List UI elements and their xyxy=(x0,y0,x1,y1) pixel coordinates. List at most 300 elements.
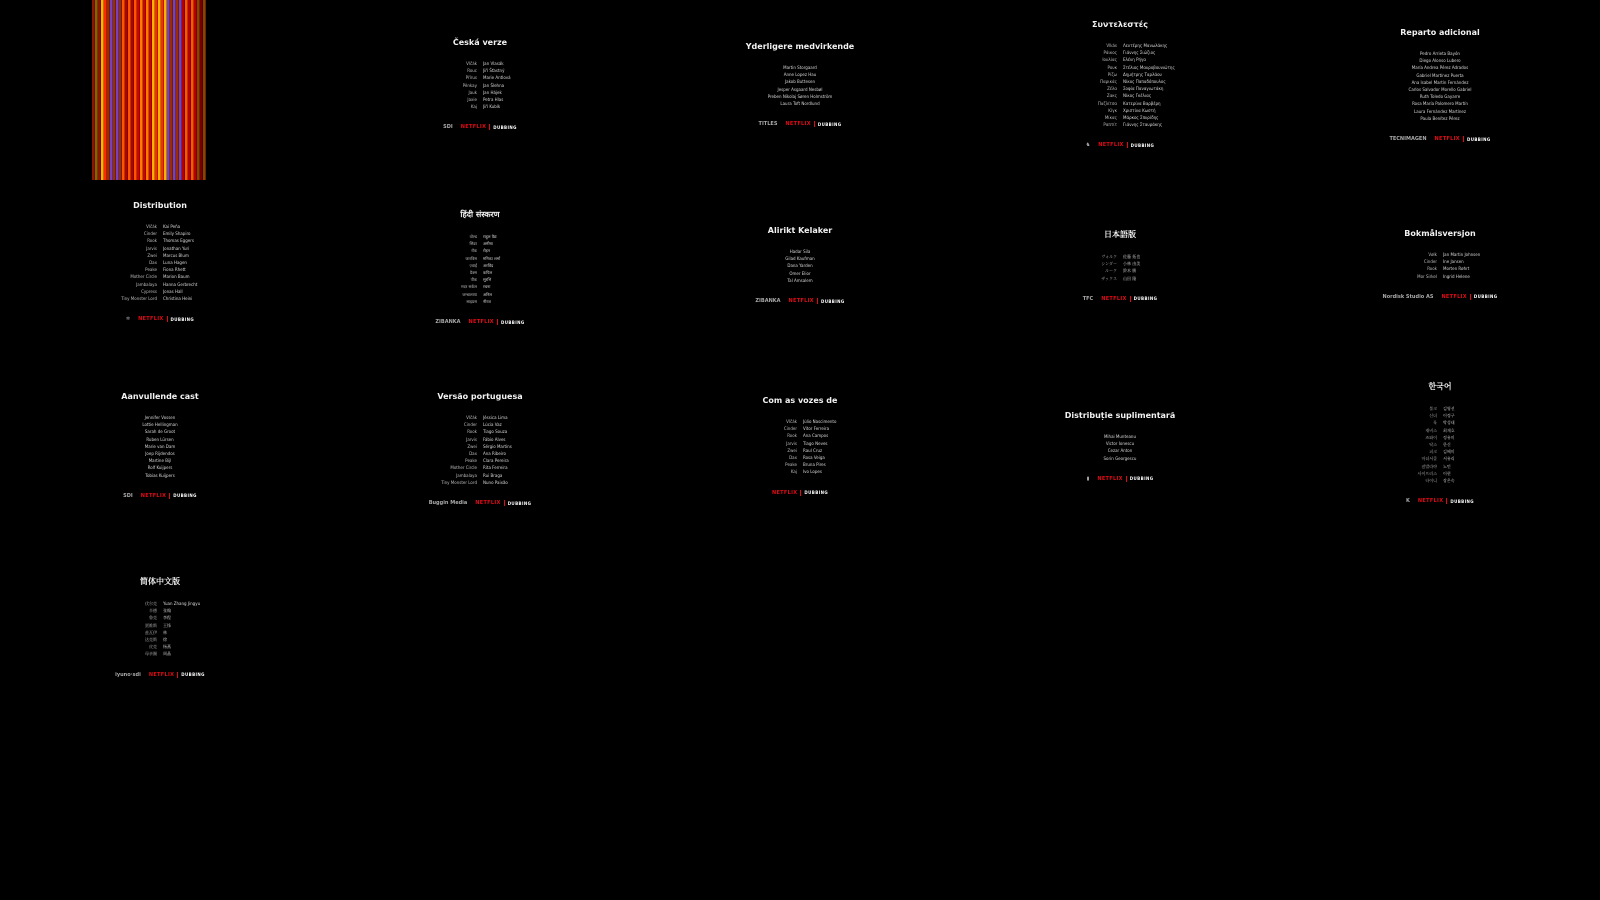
actor-name: Jennifer Vossen xyxy=(144,415,176,420)
credit-row xyxy=(399,443,561,450)
stripe xyxy=(158,0,161,180)
credit-row xyxy=(1359,273,1521,280)
credit-row xyxy=(1359,258,1521,265)
card-title: Bokmålsversjon xyxy=(1404,229,1476,238)
actor-name: सुरभि xyxy=(483,277,492,283)
actor-name: Hanna Gerbrecht xyxy=(163,281,198,287)
credit-lines xyxy=(1409,50,1472,122)
character-name: 母亲圈 xyxy=(145,651,157,657)
netflix-dubbing-logo xyxy=(461,124,517,130)
dubbing-logo: DUBBING xyxy=(500,319,525,325)
netflix-dubbing-logo xyxy=(1441,294,1497,300)
credit-row xyxy=(79,245,241,252)
character-name: Παζλίτσα xyxy=(1097,100,1117,106)
studio-logo: ZIBANKA xyxy=(435,319,461,326)
actor-name: 박성태 xyxy=(1443,420,1455,426)
character-name: Mother Circle xyxy=(450,465,477,471)
actor-name: Lottie Hellingman xyxy=(142,422,178,428)
character-name: पीक xyxy=(470,277,477,283)
actor-name: 최재호 xyxy=(1443,427,1455,433)
actor-name: Lúcia Vaz xyxy=(483,422,502,428)
actor-name: 鈴木 勝 xyxy=(1123,268,1137,274)
actor-name: Rosa Veiga xyxy=(803,455,825,461)
credit-row xyxy=(1039,121,1201,128)
studio-logo: ▮ xyxy=(1086,475,1090,482)
character-name: Vlčák xyxy=(466,61,477,66)
actor-name: नीरज xyxy=(483,298,491,304)
dubbing-logo: DUBBING xyxy=(817,121,842,127)
credit-row xyxy=(1359,434,1521,441)
credit-row xyxy=(1359,470,1521,477)
credit-row xyxy=(1039,275,1201,282)
character-name: Pěnkay xyxy=(462,82,477,88)
credit-row xyxy=(1039,100,1201,107)
credit-row xyxy=(399,89,561,96)
character-name: 룩 xyxy=(1433,420,1437,426)
card-footer xyxy=(126,316,194,322)
actor-name: Nuno Paixão xyxy=(483,479,508,485)
credit-card xyxy=(380,38,580,130)
card-title: 한국어 xyxy=(1428,382,1452,391)
actor-name: Κατερίνα Βαρβέρη xyxy=(1123,100,1161,106)
netflix-logo: NETFLIX xyxy=(788,298,814,305)
stripe xyxy=(167,0,170,180)
credit-row xyxy=(399,464,561,471)
actor-name: Gabriel Martínez Puerta xyxy=(1416,72,1464,78)
card-footer xyxy=(435,319,524,325)
card-title: 日本語版 xyxy=(1104,230,1136,239)
credit-row xyxy=(1359,427,1521,434)
character-name: Rook xyxy=(787,433,797,439)
character-name: Ρουκ xyxy=(1107,64,1117,70)
credit-row xyxy=(399,67,561,74)
stripe xyxy=(95,0,98,180)
character-name: 贾维斯 xyxy=(145,622,157,628)
character-name: Vlčák xyxy=(466,415,477,420)
credit-row xyxy=(399,74,561,81)
actor-name: Ana Campos xyxy=(803,433,829,439)
actor-name: Ruben Lürsen xyxy=(146,436,174,442)
actor-name: Jiří Kubík xyxy=(483,104,501,110)
credit-row xyxy=(79,273,241,280)
credit-row xyxy=(79,266,241,273)
character-name: 닥스 xyxy=(1429,442,1437,448)
netflix-dubbing-logo xyxy=(772,490,828,496)
character-name: Vlčák xyxy=(146,224,157,229)
stripe xyxy=(161,0,164,180)
credit-row xyxy=(79,281,241,288)
netflix-dubbing-logo xyxy=(141,493,197,499)
credit-row xyxy=(79,600,241,607)
actor-name: Λευτέρης Μανωλάκης xyxy=(1123,43,1168,48)
credit-card xyxy=(1340,381,1540,504)
actor-name: Γιάννης Σιώζιος xyxy=(1123,50,1156,56)
character-name: 볼크 xyxy=(1429,406,1437,411)
studio-logo: K xyxy=(1406,498,1410,505)
actor-name: Raul Cruz xyxy=(803,447,823,453)
stripe xyxy=(191,0,194,180)
character-name: Rook xyxy=(147,238,157,244)
card-title: Reparto adicional xyxy=(1400,28,1480,37)
credit-row xyxy=(1039,107,1201,114)
card-footer xyxy=(115,672,205,678)
credit-rows xyxy=(399,60,561,110)
netflix-dubbing-logo xyxy=(785,121,841,127)
actor-name: 佐藤 拓也 xyxy=(1123,254,1141,259)
actor-name: Rui Braga xyxy=(483,472,503,478)
credit-row xyxy=(79,223,241,230)
netflix-logo: NETFLIX xyxy=(1441,293,1467,300)
actor-name: 정유미 xyxy=(1443,434,1455,440)
card-footer xyxy=(759,121,842,127)
credit-row xyxy=(399,82,561,89)
actor-name: Νίκος Γκέλιας xyxy=(1123,93,1152,99)
card-footer xyxy=(123,493,197,499)
credit-row xyxy=(399,421,561,428)
character-name: Tiny Monster Lord xyxy=(121,296,157,302)
character-name: Παρικάς xyxy=(1100,79,1117,85)
actor-name: Fábio Alves xyxy=(483,436,506,442)
credit-row xyxy=(719,447,881,454)
studio-logo: TECNIMAGEN xyxy=(1389,136,1427,143)
character-name: Zwei xyxy=(787,447,797,453)
actor-name: 이정구 xyxy=(1443,413,1455,419)
card-title: Distribution xyxy=(133,201,187,210)
character-name: मदर सर्कल xyxy=(461,284,477,290)
stripe xyxy=(134,0,137,180)
netflix-dubbing-logo xyxy=(1098,142,1154,148)
studio-logo: ✲ xyxy=(125,316,131,323)
stripe xyxy=(143,0,146,180)
stripe xyxy=(200,0,203,180)
actor-name: रचना xyxy=(483,284,491,290)
credit-row xyxy=(719,468,881,475)
actor-name: 김영선 xyxy=(1443,406,1455,411)
actor-name: 周晶 xyxy=(163,651,171,657)
studio-logo: TFC xyxy=(1082,295,1094,302)
character-name: Jaxie xyxy=(467,97,477,103)
card-title: Alirikt Kelaker xyxy=(767,226,833,235)
character-name: Rouc xyxy=(467,68,477,74)
netflix-logo: NETFLIX xyxy=(468,319,494,326)
actor-name: Νίκος Παπαδόπουλος xyxy=(1123,79,1166,85)
studio-logo: SDI xyxy=(123,492,133,499)
actor-name: 李程 xyxy=(163,615,171,621)
character-name: जारविस xyxy=(465,255,477,261)
logo-divider xyxy=(504,500,505,506)
netflix-logo: NETFLIX xyxy=(771,489,798,496)
card-footer xyxy=(1083,296,1158,302)
character-name: Rook xyxy=(1427,266,1437,272)
character-name: 재비스 xyxy=(1425,427,1437,433)
actor-name: 小林 由美 xyxy=(1123,261,1141,267)
actor-name: Ana Ribeiro xyxy=(483,451,506,457)
credit-rows xyxy=(1039,253,1201,282)
credit-row xyxy=(399,298,561,305)
card-footer xyxy=(1406,498,1474,504)
credit-row xyxy=(399,96,561,103)
card-title: Aanvullende cast xyxy=(121,392,199,401)
studio-logo: ♞ xyxy=(1085,142,1091,149)
character-name: Μίκας xyxy=(1104,115,1117,121)
actor-name: मनिका शर्मा xyxy=(483,255,501,261)
actor-name: Cezar Anton xyxy=(1107,448,1133,454)
card-footer xyxy=(1389,136,1490,142)
studio-logo: Nordisk Studio AS xyxy=(1382,293,1434,300)
actor-name: Anne Lopez Hau xyxy=(783,72,817,78)
studio-logo: ZIBANKA xyxy=(755,298,781,305)
character-name: Přírus xyxy=(465,75,477,81)
studio-logo: iyuno·sdi xyxy=(115,671,141,678)
credit-row xyxy=(79,643,241,650)
character-name: 피크 xyxy=(1429,449,1437,455)
logo-divider xyxy=(1446,498,1447,504)
character-name: साइप्रस xyxy=(466,298,477,304)
stripe xyxy=(149,0,152,180)
credit-row xyxy=(399,414,561,421)
actor-name: Emily Shapiro xyxy=(163,231,191,237)
card-footer xyxy=(443,124,517,130)
credit-row xyxy=(1359,477,1521,484)
actor-name: Gilad Kaufman xyxy=(785,256,815,262)
netflix-logo: NETFLIX xyxy=(1417,498,1444,505)
credit-row xyxy=(1359,412,1521,419)
credit-row xyxy=(1359,455,1521,462)
card-footer xyxy=(429,500,532,506)
credit-row xyxy=(1359,265,1521,272)
stripe xyxy=(110,0,113,180)
dubbing-logo: DUBBING xyxy=(173,493,197,499)
character-name: 伏尔克 xyxy=(145,601,157,606)
actor-name: Tiago Souza xyxy=(483,429,508,435)
stripe xyxy=(101,0,104,180)
character-name: Vlčák xyxy=(786,419,797,424)
credit-rows xyxy=(79,223,241,302)
credit-row xyxy=(1039,253,1201,260)
actor-name: Bruna Pires xyxy=(803,462,826,468)
actor-name: Στέλιος Μαυροβουνιώτης xyxy=(1123,64,1175,70)
actor-name: Jan Martin Johnsen xyxy=(1443,252,1481,257)
logo-divider xyxy=(1463,136,1464,142)
credit-card xyxy=(700,226,900,304)
character-name: Mor Sirkel xyxy=(1417,273,1437,279)
credit-row xyxy=(79,252,241,259)
character-name: Ζέλα xyxy=(1107,86,1117,92)
actor-name: Jiří Šťastný xyxy=(483,68,505,74)
actor-name: Joep Rijdendos xyxy=(145,451,175,457)
actor-name: Victor Ionescu xyxy=(1105,441,1135,447)
actor-name: Ingrid Helene xyxy=(1443,273,1470,279)
credit-card xyxy=(380,209,580,325)
character-name: Dax xyxy=(149,260,157,266)
character-name: Cinder xyxy=(783,426,797,432)
credit-row xyxy=(399,240,561,247)
credit-rows xyxy=(399,414,561,486)
actor-name: 林 xyxy=(163,629,167,635)
dubbing-logo: DUBBING xyxy=(1473,294,1498,300)
credit-row xyxy=(399,60,561,67)
actor-name: Yuan Zhang Jingyu xyxy=(163,601,201,606)
actor-name: 노민 xyxy=(1443,463,1451,469)
credit-row xyxy=(399,428,561,435)
actor-name: अनिल xyxy=(483,291,493,297)
actor-name: María Andrea Pérez Adrados xyxy=(1411,65,1469,71)
netflix-logo: NETFLIX xyxy=(148,671,175,678)
actor-name: Marion Baum xyxy=(163,274,190,280)
character-name: 兹瓦伊 xyxy=(145,629,157,635)
credit-row xyxy=(719,461,881,468)
character-name: Cypress xyxy=(141,288,157,294)
stripe xyxy=(140,0,143,180)
logo-divider xyxy=(489,124,490,130)
netflix-dubbing-logo xyxy=(469,319,525,325)
credit-row xyxy=(1039,85,1201,92)
actor-name: Marie Antlová xyxy=(483,75,511,81)
character-name: Ιουλίας xyxy=(1102,57,1117,63)
stripe xyxy=(98,0,101,180)
actor-name: Martin Storgaard xyxy=(783,65,817,70)
actor-name: Thomas Eggers xyxy=(163,238,194,244)
actor-name: Marie van Dam xyxy=(144,443,176,449)
stripe xyxy=(107,0,110,180)
credit-lines xyxy=(785,248,814,284)
credit-row xyxy=(79,230,241,237)
character-name: 마더서클 xyxy=(1421,456,1437,462)
card-title: Versão portuguesa xyxy=(437,392,523,401)
character-name: Κίγκ xyxy=(1108,107,1117,113)
character-name: ज़्वाई xyxy=(469,262,477,268)
credit-row xyxy=(1039,114,1201,121)
character-name: 타이니 xyxy=(1425,478,1437,484)
dubbing-logo: DUBBING xyxy=(820,298,845,304)
actor-name: 徐 xyxy=(163,637,167,643)
actor-name: Rolf Kuijpers xyxy=(147,465,173,471)
credit-row xyxy=(1039,56,1201,63)
stripe xyxy=(155,0,158,180)
credit-row xyxy=(79,650,241,657)
stripe xyxy=(119,0,122,180)
credit-row xyxy=(719,440,881,447)
dubbing-logo: DUBBING xyxy=(181,672,205,678)
dubbing-logo: DUBBING xyxy=(170,316,195,322)
credit-lines xyxy=(768,64,833,107)
character-name: Rook xyxy=(467,429,477,435)
credit-row xyxy=(1039,71,1201,78)
credit-row xyxy=(399,457,561,464)
studio-logo: TITLES xyxy=(758,121,778,128)
studio-logo: Buggin Media xyxy=(428,500,468,507)
credit-row xyxy=(719,418,881,425)
dubbing-logo: DUBBING xyxy=(1466,136,1491,142)
actor-name: Martine Bijl xyxy=(148,458,172,464)
credit-row xyxy=(399,247,561,254)
stripe xyxy=(146,0,149,180)
character-name: シンダー xyxy=(1101,261,1117,267)
credit-row xyxy=(719,454,881,461)
credit-row xyxy=(1359,419,1521,426)
dubbing-logo: DUBBING xyxy=(1133,296,1158,302)
character-name: Jauk xyxy=(468,89,477,95)
credit-row xyxy=(79,259,241,266)
stripe xyxy=(170,0,173,180)
logo-divider xyxy=(169,493,170,499)
actor-name: Tal Amsalem xyxy=(787,277,813,283)
credit-row xyxy=(1039,260,1201,267)
netflix-dubbing-logo xyxy=(1418,498,1474,504)
netflix-dubbing-logo xyxy=(138,316,194,322)
character-name: Jambalaya xyxy=(136,281,157,287)
character-name: Peake xyxy=(465,458,477,464)
actor-name: Mihai Munteanu xyxy=(1103,434,1136,439)
credit-row xyxy=(1359,463,1521,470)
actor-name: Laura Fernández Martínez xyxy=(1414,108,1466,114)
stripe xyxy=(116,0,119,180)
actor-name: कपिल xyxy=(483,270,493,276)
actor-name: 王锋 xyxy=(163,622,171,628)
actor-name: 이현 xyxy=(1443,470,1451,476)
netflix-logo: NETFLIX xyxy=(475,500,501,507)
character-name: Ράικος xyxy=(1103,50,1117,56)
credit-row xyxy=(399,103,561,110)
netflix-logo: NETFLIX xyxy=(1434,136,1460,143)
netflix-logo: NETFLIX xyxy=(1097,475,1123,482)
credit-row xyxy=(79,288,241,295)
actor-name: Christina Heini xyxy=(163,296,193,302)
actor-name: Tiago Neves xyxy=(803,440,828,446)
actor-name: Júlio Nascimento xyxy=(803,419,837,424)
character-name: Mother Circle xyxy=(130,274,157,280)
character-name: 사이프러스 xyxy=(1417,470,1437,476)
character-name: Kaj xyxy=(470,104,477,110)
credit-rows xyxy=(1039,42,1201,128)
dubbing-logo: DUBBING xyxy=(507,500,532,506)
color-stripes-artwork xyxy=(92,0,206,180)
actor-name: Ana Isabel Martín Fernández xyxy=(1411,79,1469,85)
actor-name: Γιάννης Σταυράκης xyxy=(1123,122,1163,128)
character-name: 鲁克 xyxy=(149,615,157,621)
character-name: Jarvis xyxy=(466,436,477,442)
actor-name: Μάρκος Σπυρίδης xyxy=(1123,115,1159,121)
credit-row xyxy=(1039,64,1201,71)
actor-name: 서유리 xyxy=(1443,456,1455,462)
character-name: Vølk xyxy=(1428,252,1437,257)
actor-name: 张翰 xyxy=(163,608,171,614)
actor-name: Ine Jansen xyxy=(1443,259,1464,265)
character-name: Ρίζω xyxy=(1107,71,1117,77)
actor-name: Ivo Lopes xyxy=(803,469,822,475)
actor-name: Jesper Asgaard Nesbøl xyxy=(777,86,823,92)
actor-name: Luna Hagen xyxy=(163,260,187,266)
netflix-dubbing-logo xyxy=(1097,476,1153,482)
stripe xyxy=(197,0,200,180)
actor-name: राहुल वैद्य xyxy=(483,234,497,239)
actor-name: Omer Elior xyxy=(789,270,811,276)
credit-row xyxy=(1039,92,1201,99)
credit-row xyxy=(1359,448,1521,455)
card-title: Distribuție suplimentară xyxy=(1064,411,1176,420)
credit-row xyxy=(399,472,561,479)
credit-row xyxy=(399,262,561,269)
character-name: Cinder xyxy=(1423,259,1437,265)
credit-rows xyxy=(79,600,241,658)
netflix-logo: NETFLIX xyxy=(460,124,487,131)
credit-row xyxy=(1039,267,1201,274)
actor-name: Tobias Kuijpers xyxy=(145,472,175,478)
character-name: 신더 xyxy=(1429,413,1437,419)
stripe xyxy=(152,0,155,180)
netflix-dubbing-logo xyxy=(149,672,205,678)
credit-row xyxy=(79,237,241,244)
